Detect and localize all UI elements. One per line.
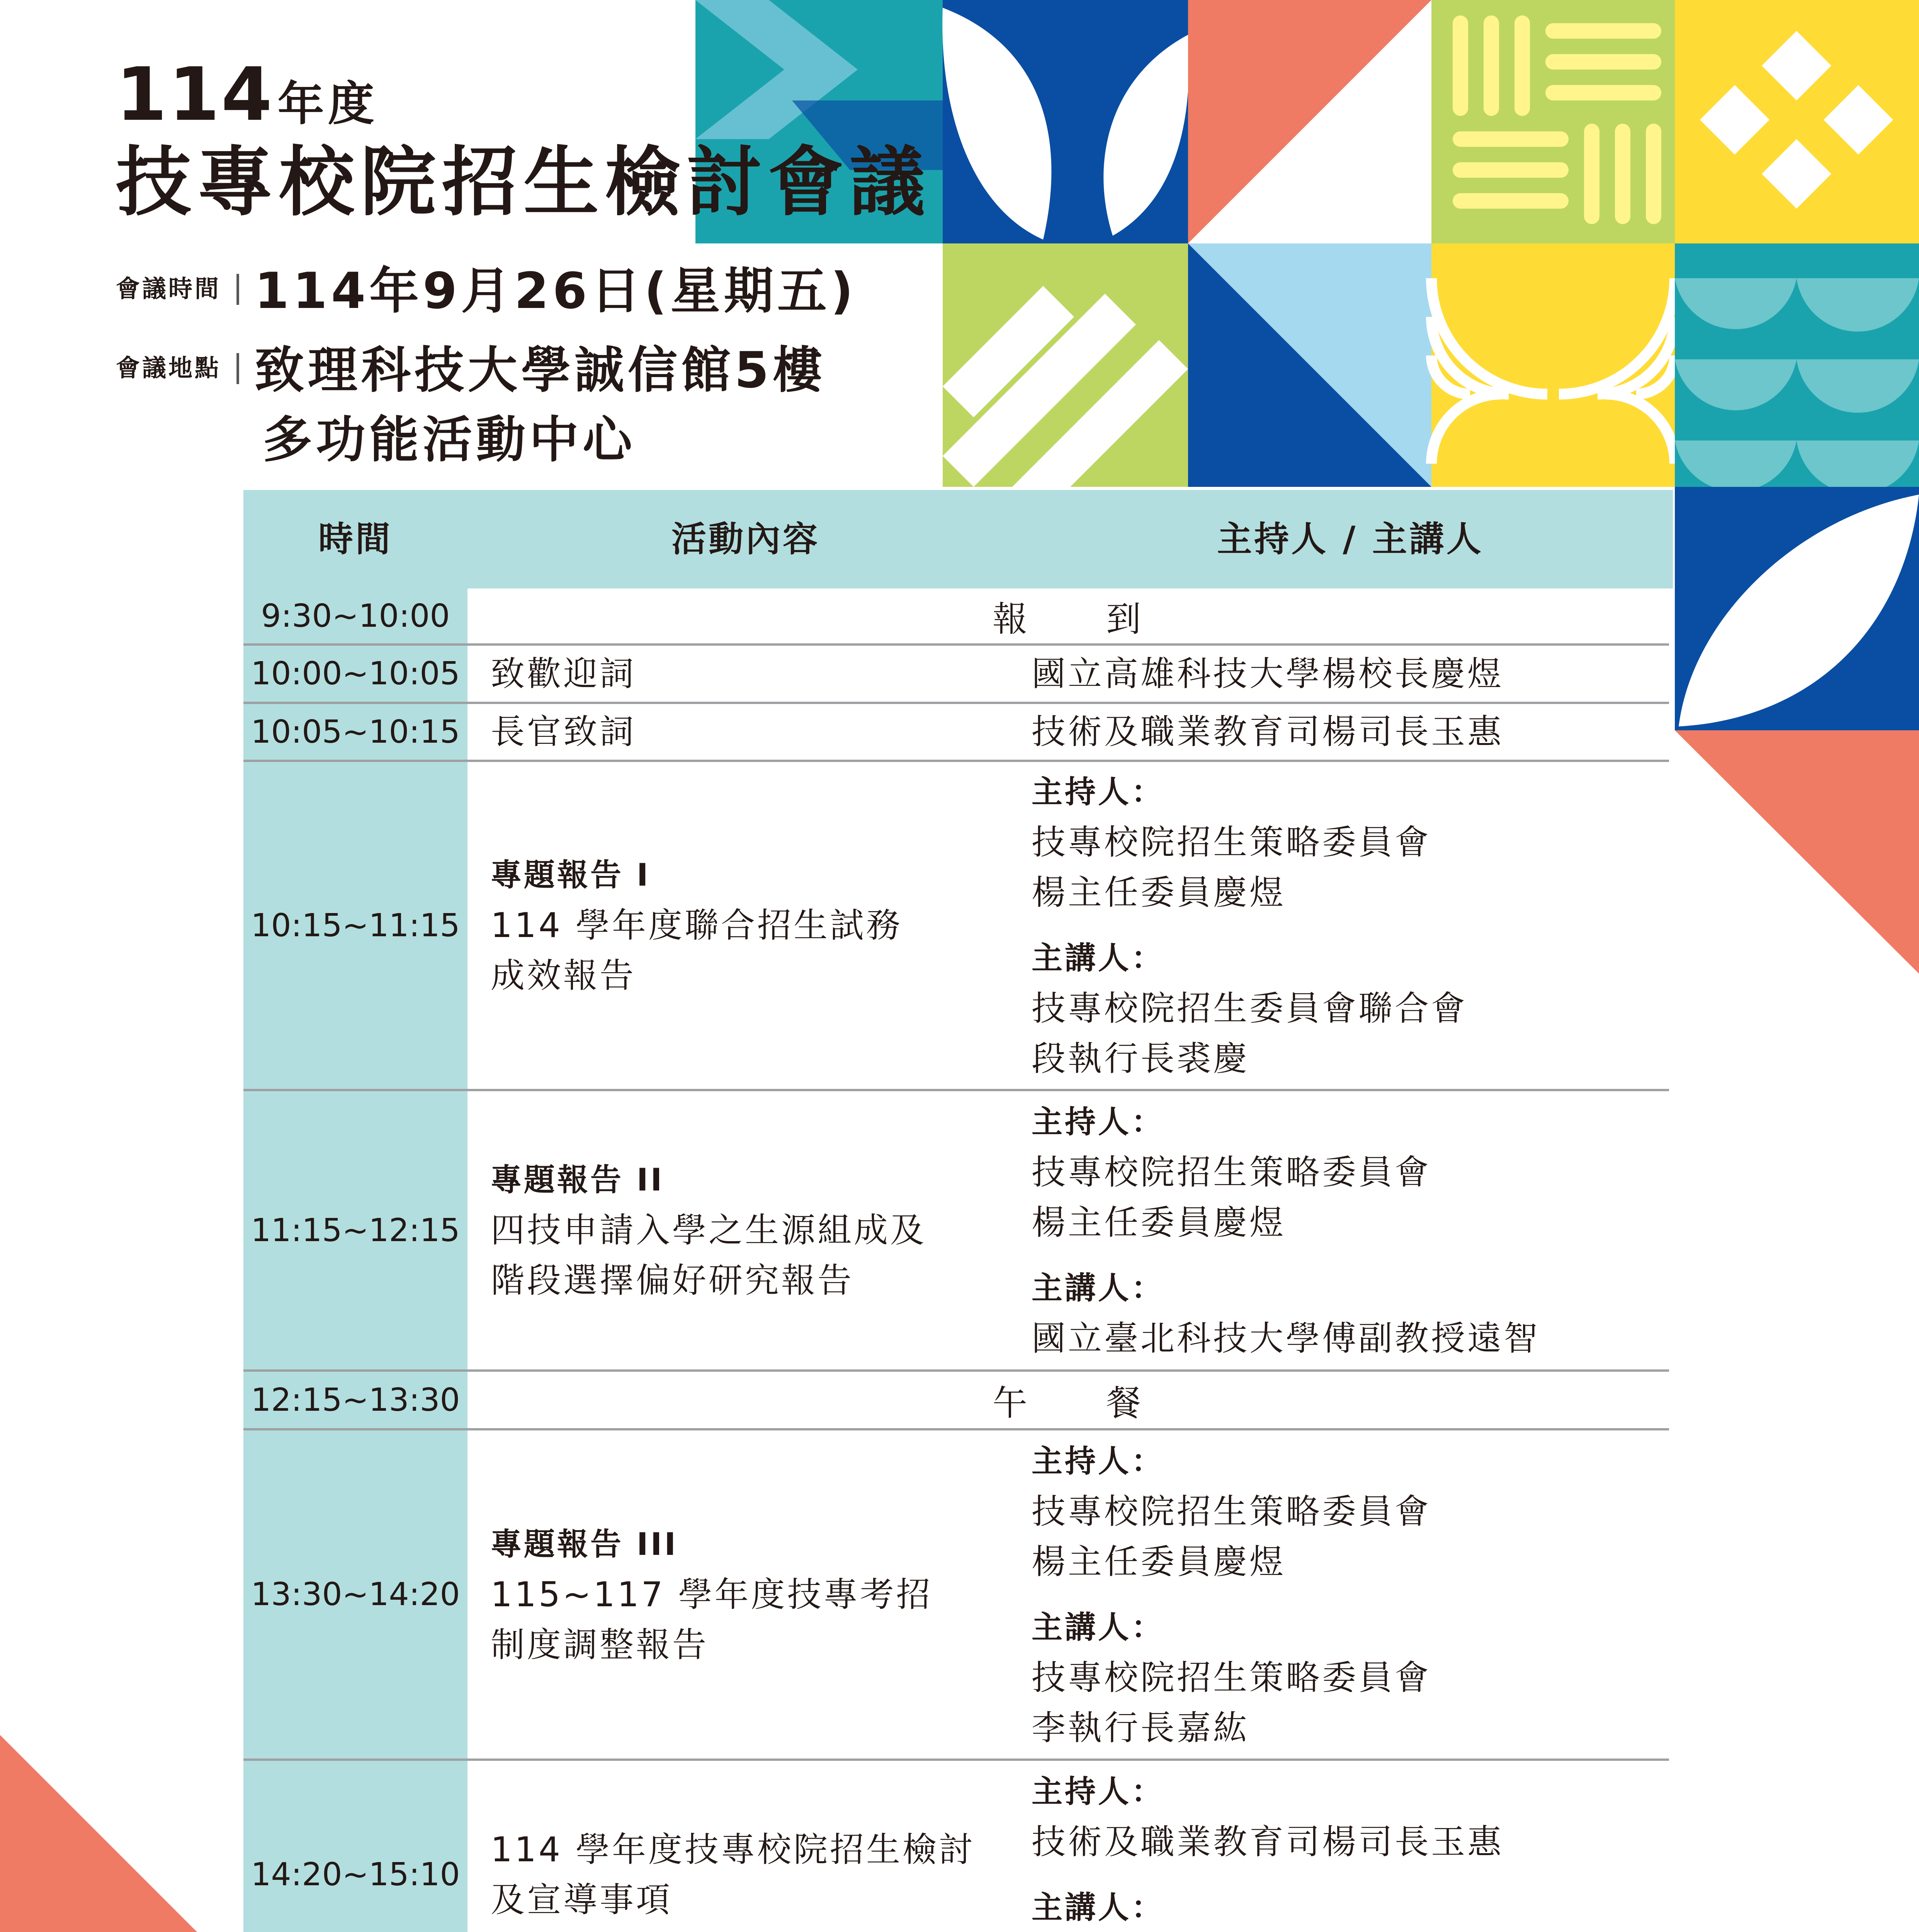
activity-line: 114 學年度技專校院招生檢討: [491, 1829, 975, 1869]
host-label: 主持人：: [1032, 774, 1164, 810]
table-row: [243, 588, 1669, 646]
activity-line: 四技申請入學之生源組成及: [491, 1210, 927, 1250]
title-block: [116, 52, 931, 226]
meeting-place-line2: 多功能活動中心: [263, 411, 636, 469]
left-pattern: [0, 1735, 243, 1932]
row-span-text: 午 餐: [993, 1383, 1144, 1423]
row-time: 12:15~13:30: [243, 1372, 467, 1428]
divider: |: [233, 269, 243, 305]
activity-line: 制度調整報告: [491, 1624, 709, 1665]
row-activity: 致歡迎詞: [491, 653, 636, 694]
speaker-line: 技專校院招生委員會聯合會: [1032, 988, 1468, 1028]
table-row: [243, 704, 1669, 762]
yellow-diamond-tile: [1675, 0, 1919, 243]
teal-scale-tile: [1675, 243, 1919, 494]
host-line: 楊主任委員慶煜: [1032, 1541, 1286, 1582]
coral-triangle-right: [1675, 730, 1919, 974]
green-bars-tile: [1431, 0, 1675, 243]
table-row: [243, 646, 1669, 704]
activity-line: 階段選擇偏好研究報告: [491, 1260, 854, 1300]
activity-title: 專題報告 II: [491, 1162, 665, 1198]
activity-line: 及宣導事項: [491, 1879, 673, 1920]
row-time: 10:05~10:15: [243, 704, 467, 760]
table-header: [243, 490, 1673, 588]
divider: |: [233, 348, 243, 384]
host-line: 技術及職業教育司楊司長玉惠: [1032, 1821, 1504, 1862]
host-label: 主持人：: [1032, 1443, 1164, 1479]
speaker-line: 李執行長嘉紘: [1032, 1708, 1250, 1748]
host-line: 技專校院招生策略委員會: [1032, 822, 1431, 862]
year-suffix: 年度: [277, 77, 378, 131]
yellow-arc-tile: [1431, 243, 1675, 487]
table-row: [243, 1430, 1669, 1761]
host-line: 楊主任委員慶煜: [1032, 1202, 1286, 1242]
speaker-label: 主講人：: [1032, 1609, 1164, 1645]
table-row: [243, 1372, 1669, 1430]
row-time: 13:30~14:20: [243, 1430, 467, 1759]
meeting-place-value: 致理科技大學誠信館5樓: [254, 342, 826, 399]
year-number: 114: [116, 52, 274, 137]
meeting-place-label: 會議地點: [116, 354, 221, 382]
activity-line: 成效報告: [491, 956, 636, 995]
host-line: 技專校院招生策略委員會: [1032, 1491, 1431, 1531]
speaker-label: 主講人：: [1032, 940, 1164, 976]
meeting-time-value: 114年9月26日(星期五): [254, 262, 857, 320]
host-line: 楊主任委員慶煜: [1032, 872, 1286, 912]
host-label: 主持人：: [1032, 1104, 1164, 1140]
row-time: 14:20~15:10: [243, 1761, 467, 1932]
speaker-line: 國立臺北科技大學傅副教授遠智: [1032, 1318, 1540, 1358]
meeting-time-label: 會議時間: [116, 274, 221, 303]
activity-title: 專題報告 III: [491, 1526, 678, 1562]
year-title: [116, 52, 931, 137]
row-time: 9:30~10:00: [243, 588, 467, 643]
row-span-text: 報 到: [993, 599, 1144, 639]
activity-line: 115~117 學年度技專考招: [491, 1574, 933, 1614]
green-stripe-tile: [943, 243, 1188, 487]
row-time: 10:15~11:15: [243, 762, 467, 1089]
row-host: 國立高雄科技大學楊校長慶煜: [1032, 653, 1504, 694]
header-time: 時間: [318, 519, 393, 560]
table-row: [243, 762, 1669, 1091]
header-host: 主持人 / 主講人: [1217, 519, 1484, 560]
activity-title: 專題報告 I: [491, 857, 651, 893]
meeting-time: [116, 251, 857, 322]
meeting-place: [116, 330, 826, 401]
coral-triangle-tile: [1188, 0, 1431, 243]
speaker-label: 主講人：: [1032, 1889, 1164, 1925]
blue-leaf-tile: [942, 0, 1189, 243]
blue-leaf-right-tile: [1675, 487, 1919, 730]
activity-line: 114 學年度聯合招生試務: [491, 905, 903, 945]
table-row: [243, 1761, 1669, 1932]
speaker-line: 技專校院招生策略委員會: [1032, 1657, 1431, 1697]
speaker-label: 主講人：: [1032, 1270, 1164, 1306]
table-row: [243, 1091, 1669, 1372]
blue-triangle-tile: [1188, 243, 1431, 487]
page-title: 技專校院招生檢討會議: [116, 138, 931, 226]
row-host: 技術及職業教育司楊司長玉惠: [1032, 712, 1504, 752]
row-time: 10:00~10:05: [243, 646, 467, 702]
row-activity: 長官致詞: [491, 712, 636, 752]
header-activity: 活動內容: [671, 519, 820, 560]
host-line: 技專校院招生策略委員會: [1032, 1152, 1431, 1192]
speaker-line: 段執行長裘慶: [1032, 1039, 1250, 1078]
host-label: 主持人：: [1032, 1773, 1164, 1810]
row-time: 11:15~12:15: [243, 1091, 467, 1369]
